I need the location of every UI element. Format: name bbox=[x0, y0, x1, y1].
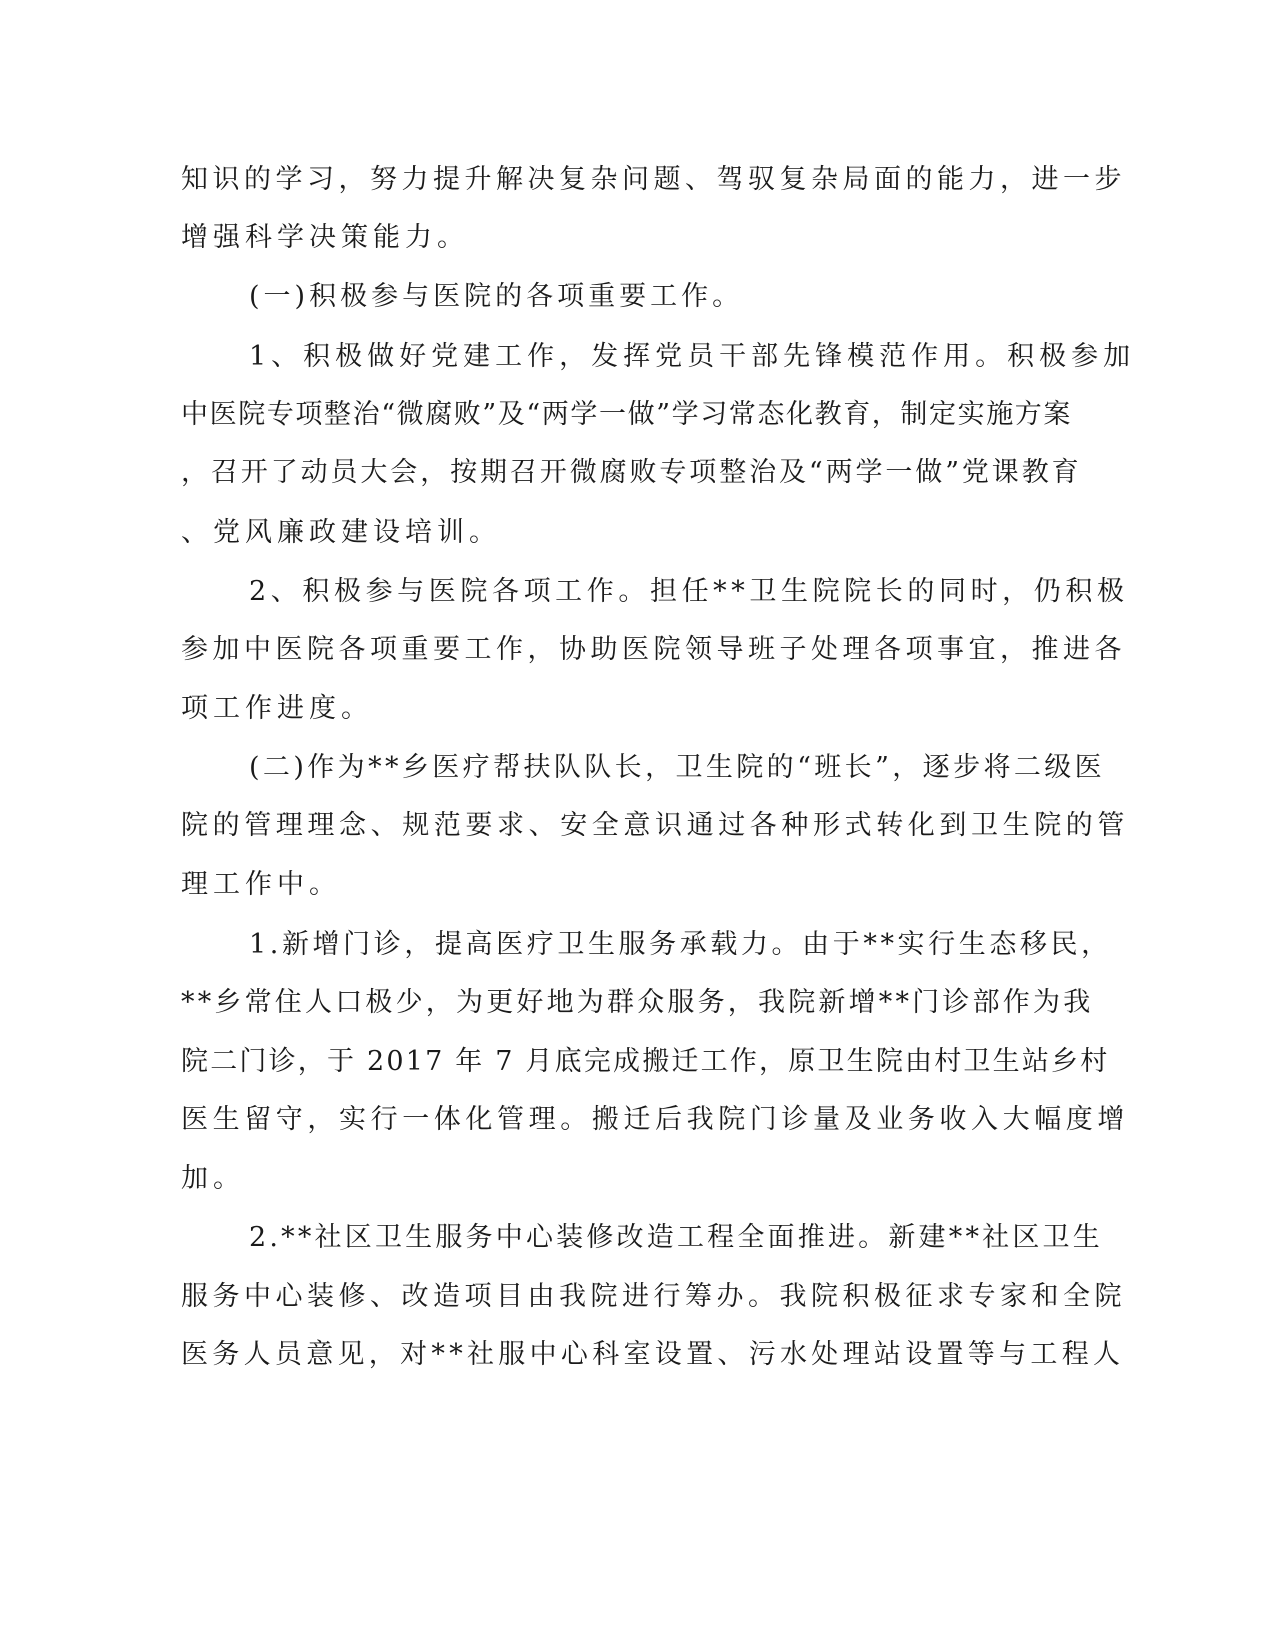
text-line: 1、积极做好党建工作，发挥党员干部先锋模范作用。积极参加 bbox=[249, 341, 1136, 372]
text-line: 1.新增门诊，提高医疗卫生服务承载力。由于**实行生态移民， bbox=[249, 929, 1112, 960]
text-line: 2、积极参与医院各项工作。担任**卫生院院长的同时，仍积极 bbox=[249, 576, 1129, 607]
text-line: 中医院专项整治“微腐败”及“两学一做”学习常态化教育，制定实施方案 bbox=[181, 399, 1073, 430]
text-line: 参加中医院各项重要工作，协助医院领导班子处理各项事宜，推进各 bbox=[181, 634, 1126, 665]
text-line: 2.**社区卫生服务中心装修改造工程全面推进。新建**社区卫生 bbox=[249, 1222, 1103, 1253]
text-line: 加。 bbox=[181, 1163, 245, 1194]
text-line: 服务中心装修、改造项目由我院进行筹办。我院积极征求专家和全院 bbox=[181, 1281, 1126, 1312]
text-line: 医生留守，实行一体化管理。搬迁后我院门诊量及业务收入大幅度增 bbox=[181, 1104, 1129, 1135]
text-line: 增强科学决策能力。 bbox=[181, 222, 469, 253]
section-heading: (二)作为**乡医疗帮扶队队长，卫生院的“班长”，逐步将二级医 bbox=[249, 752, 1106, 783]
text-line: 知识的学习，努力提升解决复杂问题、驾驭复杂局面的能力，进一步 bbox=[181, 164, 1126, 195]
text-line: 、党风廉政建设培训。 bbox=[181, 517, 501, 548]
text-line: 院二门诊，于 2017 年 7 月底完成搬迁工作，原卫生院由村卫生站乡村 bbox=[181, 1046, 1110, 1077]
text-line: 院的管理理念、规范要求、安全意识通过各种形式转化到卫生院的管 bbox=[181, 810, 1129, 841]
text-line: 理工作中。 bbox=[181, 869, 341, 900]
text-line: ，召开了动员大会，按期召开微腐败专项整治及“两学一做”党课教育 bbox=[181, 457, 1082, 488]
text-line: **乡常住人口极少，为更好地为群众服务，我院新增**门诊部作为我 bbox=[181, 987, 1094, 1018]
text-line: 医务人员意见，对**社服中心科室设置、污水处理站设置等与工程人 bbox=[181, 1339, 1125, 1370]
text-line: 项工作进度。 bbox=[181, 693, 373, 724]
section-heading: (一)积极参与医院的各项重要工作。 bbox=[249, 281, 744, 312]
